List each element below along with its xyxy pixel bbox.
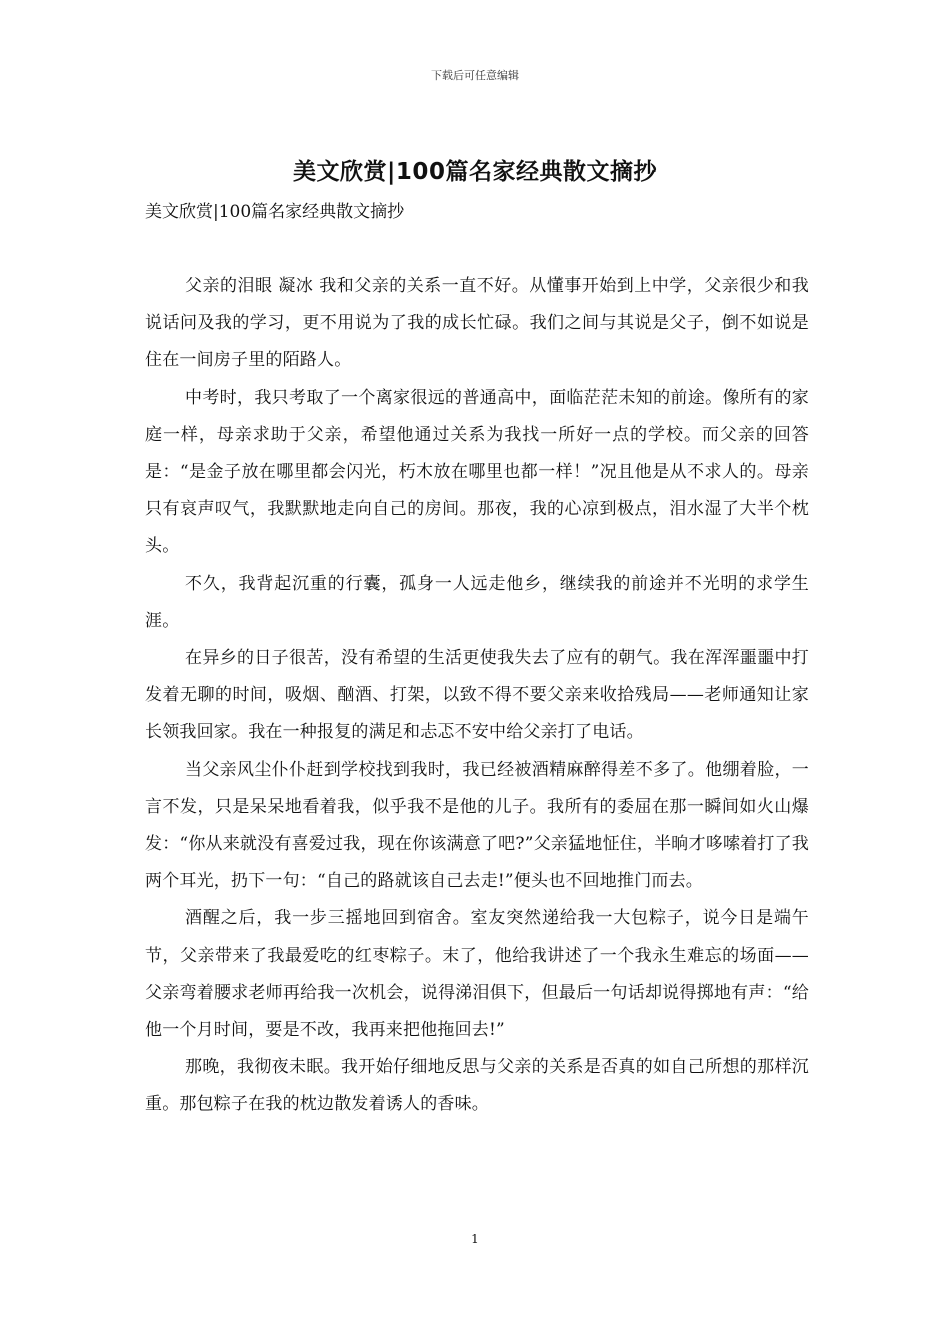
paragraph: 那晚，我彻夜未眠。我开始仔细地反思与父亲的关系是否真的如自己所想的那样沉重。那包粽子在我的枕边散发着诱人的香味。	[145, 1057, 809, 1115]
document-title: 美文欣赏|100篇名家经典散文摘抄	[293, 159, 657, 185]
paragraph: 中考时，我只考取了一个离家很远的普通高中，面临茫茫未知的前途。像所有的家庭一样，母亲求助于父亲，希望他通过关系为我找一所好一点的学校。而父亲的回答是：“是金子放在哪里都会闪光，朽木放在哪里也都一样！”况且他是从不求人的。母亲只有哀声叹气，我默默地走向自己的房间。那夜，我的心凉到极点，泪水湿了大半个枕头。	[145, 387, 809, 557]
page-number: 1	[471, 1232, 479, 1246]
document-subtitle: 美文欣赏|100篇名家经典散文摘抄	[145, 202, 405, 222]
paragraph: 当父亲风尘仆仆赶到学校找到我时，我已经被酒精麻醉得差不多了。他绷着脸，一言不发，只是呆呆地看着我，似乎我不是他的儿子。我所有的委屈在那一瞬间如火山爆发：“你从来就没有喜爱过我，现在你该满意了吧?”父亲猛地怔住，半晌才哆嗦着打了我两个耳光，扔下一句：“自己的路就该自己去走!”便头也不回地推门而去。	[145, 759, 809, 892]
paragraph: 酒醒之后，我一步三摇地回到宿舍。室友突然递给我一大包粽子，说今日是端午节，父亲带来了我最爱吃的红枣粽子。末了，他给我讲述了一个我永生难忘的场面——父亲弯着腰求老师再给我一次机会，说得涕泪俱下，但最后一句话却说得掷地有声：“给他一个月时间，要是不改，我再来把他拖回去!”	[145, 908, 809, 1041]
paragraph: 不久，我背起沉重的行囊，孤身一人远走他乡，继续我的前途并不光明的求学生涯。	[145, 573, 809, 631]
article-body	[145, 268, 809, 1124]
paragraph: 在异乡的日子很苦，没有希望的生活更使我失去了应有的朝气。我在浑浑噩噩中打发着无聊的时间，吸烟、酗酒、打架，以致不得不要父亲来收拾残局——老师通知让家长领我回家。我在一种报复的满足和忐忑不安中给父亲打了电话。	[145, 648, 809, 743]
paragraph: 父亲的泪眼 凝冰 我和父亲的关系一直不好。从懂事开始到上中学，父亲很少和我说话问及我的学习，更不用说为了我的成长忙碌。我们之间与其说是父子，倒不如说是住在一间房子里的陌路人。	[145, 276, 809, 371]
page-header-note: 下载后可任意编辑	[431, 69, 519, 82]
